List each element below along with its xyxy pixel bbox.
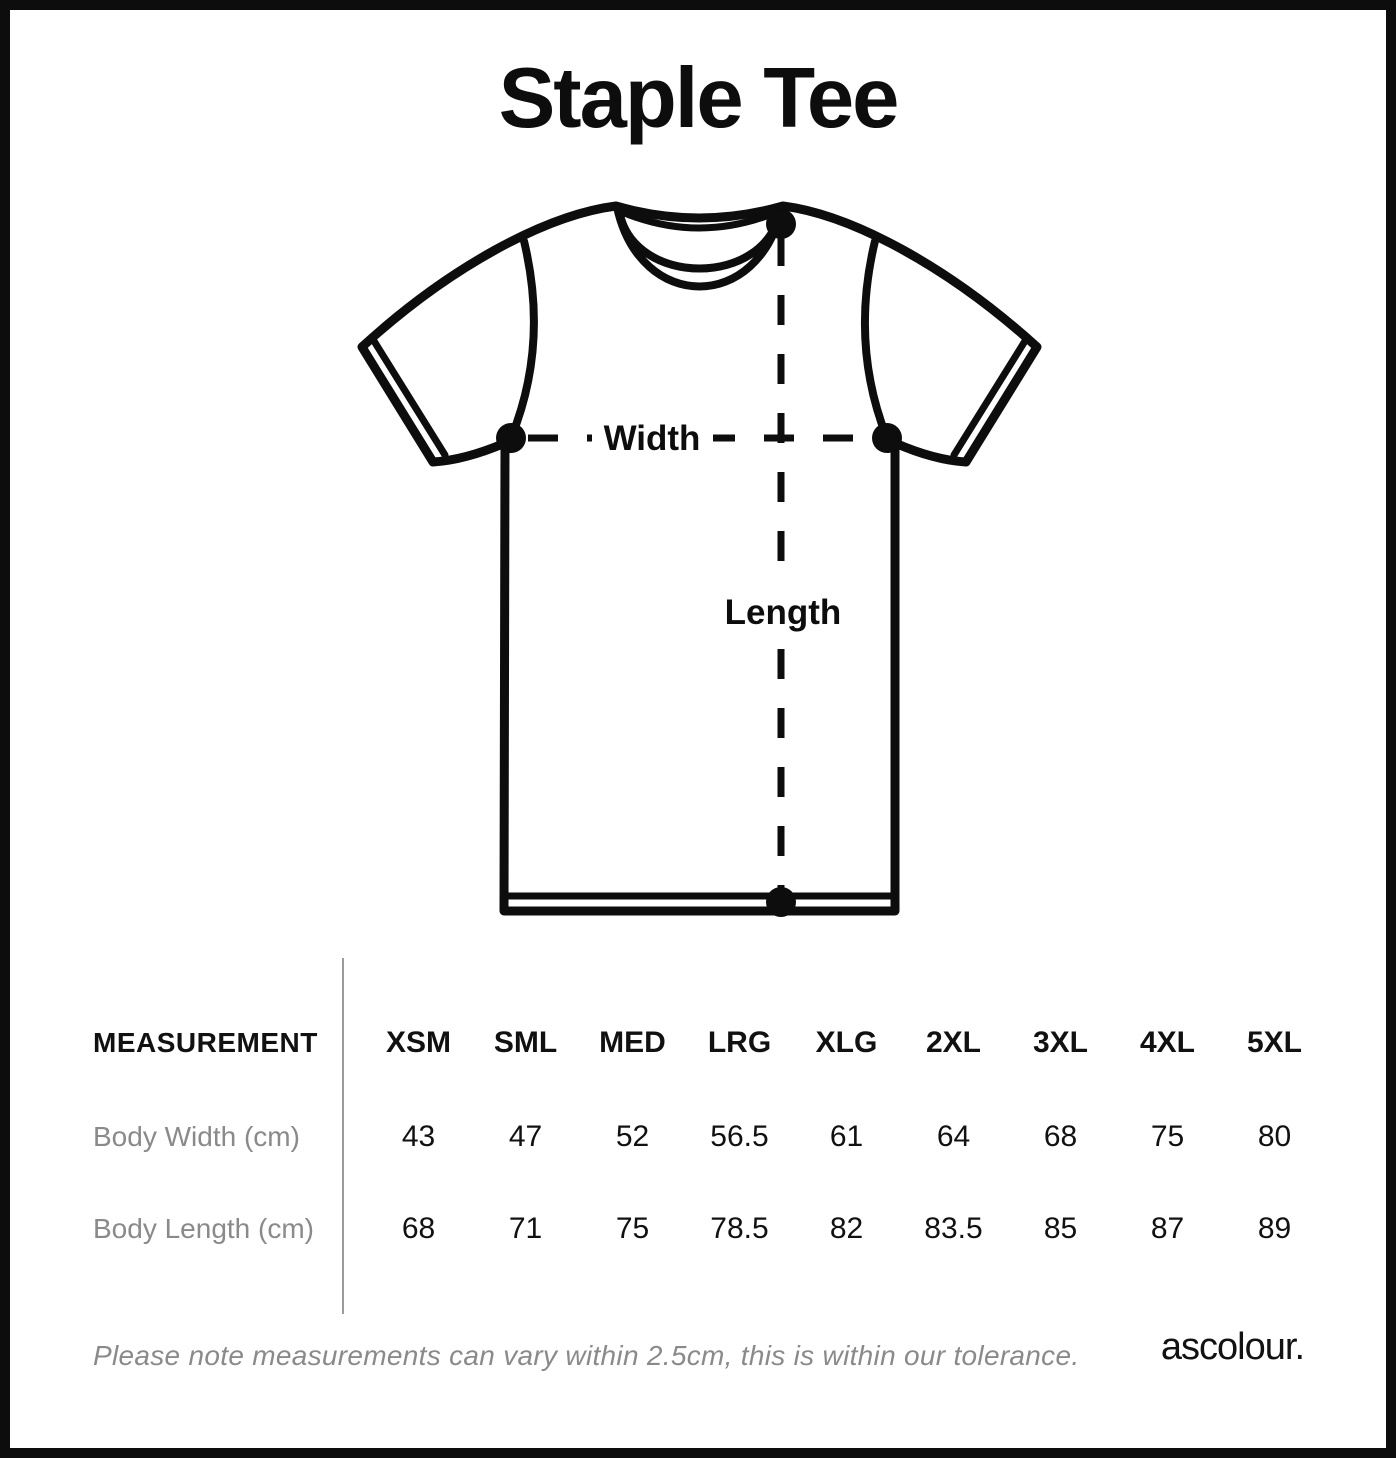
value-cell: 43 bbox=[401, 1120, 436, 1153]
row-label-body-length: Body Length (cm) bbox=[93, 1213, 314, 1244]
value-cell: 75 bbox=[615, 1212, 650, 1245]
value-cell: 52 bbox=[615, 1120, 650, 1153]
tshirt-diagram bbox=[300, 170, 1100, 950]
value-cell: 85 bbox=[1043, 1212, 1078, 1245]
value-cell: 47 bbox=[508, 1120, 543, 1153]
brand-logo: ascolour. bbox=[1160, 1326, 1304, 1368]
table-row-body-width bbox=[93, 1116, 1328, 1158]
row-label-body-width: Body Width (cm) bbox=[93, 1121, 300, 1152]
value-cell: 64 bbox=[936, 1120, 971, 1153]
value-cell: 68 bbox=[401, 1212, 436, 1245]
size-column-header: 4XL bbox=[1139, 1026, 1196, 1059]
size-column-header: 3XL bbox=[1032, 1026, 1089, 1059]
value-cell: 68 bbox=[1043, 1120, 1078, 1153]
value-cell: 82 bbox=[829, 1212, 864, 1245]
tolerance-note: Please note measurements can vary within 2.5cm, this is within our tolerance. bbox=[93, 1340, 1080, 1371]
value-cell: 56.5 bbox=[710, 1120, 769, 1153]
size-column-header: XSM bbox=[385, 1026, 451, 1059]
value-cell: 71 bbox=[508, 1212, 543, 1245]
tshirt-outline bbox=[362, 206, 1037, 911]
right-armpit-dot bbox=[872, 423, 902, 453]
width-label: Width bbox=[603, 419, 701, 458]
value-cell: 89 bbox=[1257, 1212, 1292, 1245]
size-column-header: 2XL bbox=[925, 1026, 982, 1059]
left-armpit-dot bbox=[496, 423, 526, 453]
value-cell: 61 bbox=[829, 1120, 864, 1153]
table-header-row bbox=[93, 1022, 1328, 1064]
size-column-header: SML bbox=[493, 1026, 558, 1059]
value-cell: 83.5 bbox=[924, 1212, 983, 1245]
size-column-header: XLG bbox=[815, 1026, 878, 1059]
table-row-body-length bbox=[93, 1208, 1328, 1250]
measurement-header: MEASUREMENT bbox=[93, 1027, 318, 1058]
length-label: Length bbox=[724, 593, 842, 632]
size-column-header: MED bbox=[599, 1026, 666, 1059]
value-cell: 87 bbox=[1150, 1212, 1185, 1245]
size-column-header: 5XL bbox=[1246, 1026, 1303, 1059]
hem-point-dot bbox=[766, 887, 796, 917]
value-cell: 78.5 bbox=[710, 1212, 769, 1245]
value-cell: 75 bbox=[1150, 1120, 1185, 1153]
shoulder-point-dot bbox=[766, 209, 796, 239]
value-cell: 80 bbox=[1257, 1120, 1292, 1153]
size-column-header: LRG bbox=[707, 1026, 772, 1059]
page-title: Staple Tee bbox=[498, 51, 898, 146]
